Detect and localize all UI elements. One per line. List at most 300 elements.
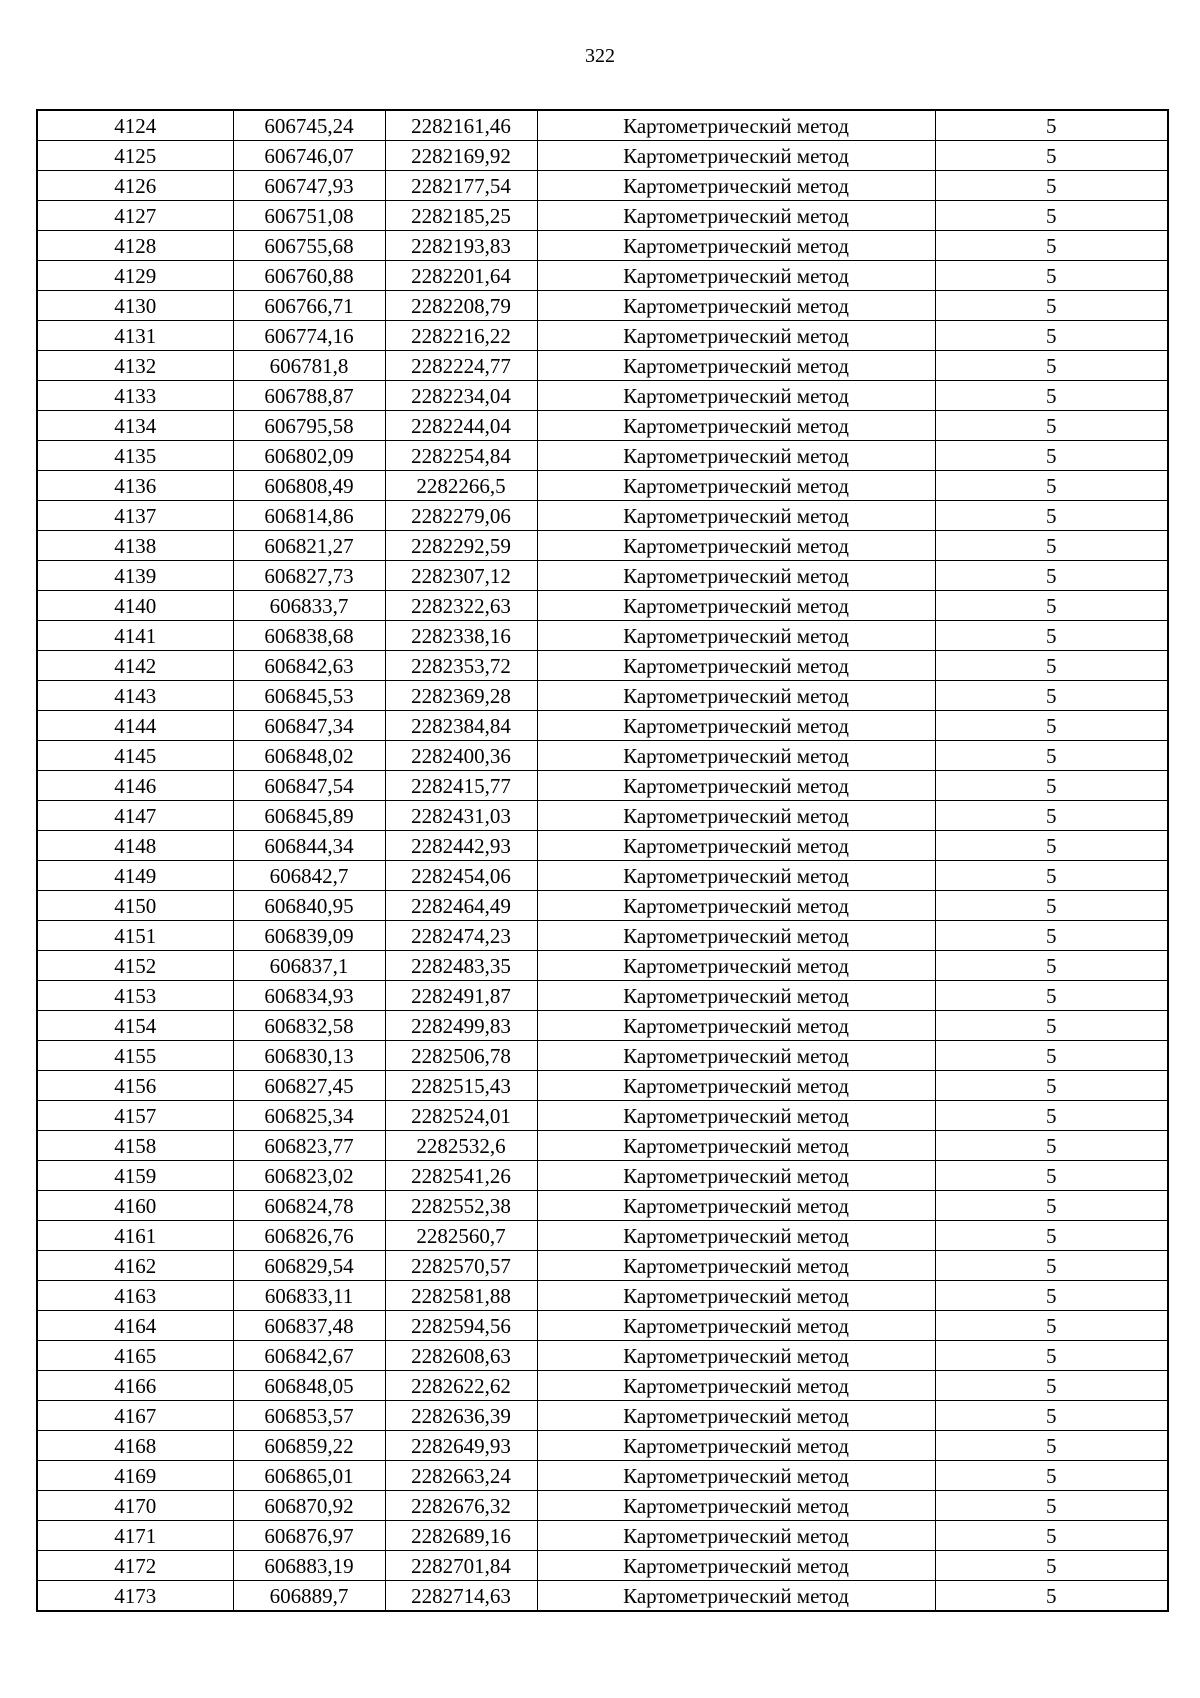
table-row [37,921,1168,951]
x-coordinate-cell: 606825,34 [233,1101,385,1131]
accuracy-cell: 5 [935,1101,1168,1131]
table-row [37,771,1168,801]
method-cell: Картометрический метод [537,801,935,831]
table-row [37,201,1168,231]
x-coordinate-cell: 606842,67 [233,1341,385,1371]
point-number-cell: 4147 [37,801,233,831]
point-number-cell: 4137 [37,501,233,531]
method-cell: Картометрический метод [537,531,935,561]
table-row [37,561,1168,591]
x-coordinate-cell: 606774,16 [233,321,385,351]
point-number-cell: 4167 [37,1401,233,1431]
point-number-cell: 4135 [37,441,233,471]
point-number-cell: 4139 [37,561,233,591]
y-coordinate-cell: 2282454,06 [385,861,537,891]
accuracy-cell: 5 [935,110,1168,141]
y-coordinate-cell: 2282234,04 [385,381,537,411]
x-coordinate-cell: 606838,68 [233,621,385,651]
method-cell: Картометрический метод [537,1461,935,1491]
accuracy-cell: 5 [935,1131,1168,1161]
table-row [37,1401,1168,1431]
point-number-cell: 4164 [37,1311,233,1341]
accuracy-cell: 5 [935,711,1168,741]
x-coordinate-cell: 606827,45 [233,1071,385,1101]
accuracy-cell: 5 [935,171,1168,201]
method-cell: Картометрический метод [537,141,935,171]
y-coordinate-cell: 2282636,39 [385,1401,537,1431]
point-number-cell: 4151 [37,921,233,951]
y-coordinate-cell: 2282541,26 [385,1161,537,1191]
point-number-cell: 4165 [37,1341,233,1371]
point-number-cell: 4152 [37,951,233,981]
table-row [37,471,1168,501]
y-coordinate-cell: 2282338,16 [385,621,537,651]
accuracy-cell: 5 [935,1401,1168,1431]
x-coordinate-cell: 606837,48 [233,1311,385,1341]
accuracy-cell: 5 [935,561,1168,591]
table-row [37,441,1168,471]
y-coordinate-cell: 2282689,16 [385,1521,537,1551]
x-coordinate-cell: 606840,95 [233,891,385,921]
accuracy-cell: 5 [935,1551,1168,1581]
method-cell: Картометрический метод [537,681,935,711]
method-cell: Картометрический метод [537,1191,935,1221]
accuracy-cell: 5 [935,621,1168,651]
method-cell: Картометрический метод [537,1431,935,1461]
x-coordinate-cell: 606830,13 [233,1041,385,1071]
accuracy-cell: 5 [935,231,1168,261]
method-cell: Картометрический метод [537,1281,935,1311]
table-row [37,1431,1168,1461]
y-coordinate-cell: 2282506,78 [385,1041,537,1071]
x-coordinate-cell: 606844,34 [233,831,385,861]
accuracy-cell: 5 [935,201,1168,231]
x-coordinate-cell: 606827,73 [233,561,385,591]
point-number-cell: 4134 [37,411,233,441]
accuracy-cell: 5 [935,441,1168,471]
accuracy-cell: 5 [935,651,1168,681]
point-number-cell: 4143 [37,681,233,711]
accuracy-cell: 5 [935,1491,1168,1521]
method-cell: Картометрический метод [537,501,935,531]
accuracy-cell: 5 [935,141,1168,171]
table-row [37,1581,1168,1612]
y-coordinate-cell: 2282581,88 [385,1281,537,1311]
accuracy-cell: 5 [935,1221,1168,1251]
y-coordinate-cell: 2282322,63 [385,591,537,621]
table-row [37,831,1168,861]
accuracy-cell: 5 [935,1311,1168,1341]
method-cell: Картометрический метод [537,1311,935,1341]
point-number-cell: 4127 [37,201,233,231]
y-coordinate-cell: 2282499,83 [385,1011,537,1041]
x-coordinate-cell: 606847,34 [233,711,385,741]
accuracy-cell: 5 [935,771,1168,801]
accuracy-cell: 5 [935,291,1168,321]
method-cell: Картометрический метод [537,171,935,201]
x-coordinate-cell: 606870,92 [233,1491,385,1521]
accuracy-cell: 5 [935,1431,1168,1461]
y-coordinate-cell: 2282483,35 [385,951,537,981]
method-cell: Картометрический метод [537,831,935,861]
y-coordinate-cell: 2282524,01 [385,1101,537,1131]
y-coordinate-cell: 2282464,49 [385,891,537,921]
table-row [37,291,1168,321]
y-coordinate-cell: 2282254,84 [385,441,537,471]
table-row [37,1131,1168,1161]
x-coordinate-cell: 606795,58 [233,411,385,441]
table-row [37,801,1168,831]
table-row [37,1101,1168,1131]
y-coordinate-cell: 2282701,84 [385,1551,537,1581]
x-coordinate-cell: 606876,97 [233,1521,385,1551]
accuracy-cell: 5 [935,891,1168,921]
method-cell: Картометрический метод [537,891,935,921]
table-row [37,1251,1168,1281]
point-number-cell: 4124 [37,110,233,141]
table-row [37,1221,1168,1251]
accuracy-cell: 5 [935,741,1168,771]
table-row [37,110,1168,141]
method-cell: Картометрический метод [537,1551,935,1581]
y-coordinate-cell: 2282622,62 [385,1371,537,1401]
x-coordinate-cell: 606832,58 [233,1011,385,1041]
accuracy-cell: 5 [935,801,1168,831]
accuracy-cell: 5 [935,1581,1168,1612]
method-cell: Картометрический метод [537,951,935,981]
point-number-cell: 4170 [37,1491,233,1521]
x-coordinate-cell: 606837,1 [233,951,385,981]
table-row [37,1161,1168,1191]
y-coordinate-cell: 2282292,59 [385,531,537,561]
point-number-cell: 4149 [37,861,233,891]
accuracy-cell: 5 [935,861,1168,891]
point-number-cell: 4128 [37,231,233,261]
accuracy-cell: 5 [935,411,1168,441]
method-cell: Картометрический метод [537,351,935,381]
x-coordinate-cell: 606833,11 [233,1281,385,1311]
table-row [37,891,1168,921]
coordinates-table-body [37,110,1168,1611]
table-row [37,591,1168,621]
table-row [37,1371,1168,1401]
y-coordinate-cell: 2282161,46 [385,110,537,141]
x-coordinate-cell: 606883,19 [233,1551,385,1581]
accuracy-cell: 5 [935,1041,1168,1071]
x-coordinate-cell: 606802,09 [233,441,385,471]
method-cell: Картометрический метод [537,231,935,261]
x-coordinate-cell: 606845,53 [233,681,385,711]
method-cell: Картометрический метод [537,411,935,441]
x-coordinate-cell: 606755,68 [233,231,385,261]
x-coordinate-cell: 606859,22 [233,1431,385,1461]
method-cell: Картометрический метод [537,981,935,1011]
method-cell: Картометрический метод [537,921,935,951]
coordinates-table [36,109,1169,1612]
y-coordinate-cell: 2282442,93 [385,831,537,861]
x-coordinate-cell: 606833,7 [233,591,385,621]
method-cell: Картометрический метод [537,861,935,891]
accuracy-cell: 5 [935,381,1168,411]
x-coordinate-cell: 606829,54 [233,1251,385,1281]
y-coordinate-cell: 2282515,43 [385,1071,537,1101]
table-row [37,1341,1168,1371]
point-number-cell: 4157 [37,1101,233,1131]
accuracy-cell: 5 [935,531,1168,561]
x-coordinate-cell: 606824,78 [233,1191,385,1221]
point-number-cell: 4153 [37,981,233,1011]
point-number-cell: 4145 [37,741,233,771]
method-cell: Картометрический метод [537,1011,935,1041]
point-number-cell: 4168 [37,1431,233,1461]
table-row [37,1311,1168,1341]
point-number-cell: 4159 [37,1161,233,1191]
point-number-cell: 4155 [37,1041,233,1071]
table-row [37,261,1168,291]
x-coordinate-cell: 606823,02 [233,1161,385,1191]
x-coordinate-cell: 606853,57 [233,1401,385,1431]
method-cell: Картометрический метод [537,1101,935,1131]
method-cell: Картометрический метод [537,561,935,591]
method-cell: Картометрический метод [537,1071,935,1101]
accuracy-cell: 5 [935,321,1168,351]
table-row [37,1521,1168,1551]
x-coordinate-cell: 606842,63 [233,651,385,681]
table-row [37,861,1168,891]
method-cell: Картометрический метод [537,381,935,411]
accuracy-cell: 5 [935,501,1168,531]
point-number-cell: 4154 [37,1011,233,1041]
x-coordinate-cell: 606814,86 [233,501,385,531]
method-cell: Картометрический метод [537,621,935,651]
y-coordinate-cell: 2282369,28 [385,681,537,711]
x-coordinate-cell: 606823,77 [233,1131,385,1161]
point-number-cell: 4138 [37,531,233,561]
accuracy-cell: 5 [935,351,1168,381]
method-cell: Картометрический метод [537,201,935,231]
accuracy-cell: 5 [935,1341,1168,1371]
point-number-cell: 4169 [37,1461,233,1491]
x-coordinate-cell: 606746,07 [233,141,385,171]
x-coordinate-cell: 606760,88 [233,261,385,291]
x-coordinate-cell: 606747,93 [233,171,385,201]
x-coordinate-cell: 606847,54 [233,771,385,801]
x-coordinate-cell: 606848,05 [233,1371,385,1401]
point-number-cell: 4141 [37,621,233,651]
y-coordinate-cell: 2282532,6 [385,1131,537,1161]
x-coordinate-cell: 606834,93 [233,981,385,1011]
method-cell: Картометрический метод [537,1041,935,1071]
x-coordinate-cell: 606751,08 [233,201,385,231]
accuracy-cell: 5 [935,591,1168,621]
x-coordinate-cell: 606745,24 [233,110,385,141]
y-coordinate-cell: 2282177,54 [385,171,537,201]
method-cell: Картометрический метод [537,441,935,471]
accuracy-cell: 5 [935,1071,1168,1101]
point-number-cell: 4133 [37,381,233,411]
method-cell: Картометрический метод [537,1581,935,1612]
method-cell: Картометрический метод [537,110,935,141]
table-row [37,1281,1168,1311]
point-number-cell: 4172 [37,1551,233,1581]
method-cell: Картометрический метод [537,1131,935,1161]
y-coordinate-cell: 2282608,63 [385,1341,537,1371]
table-row [37,321,1168,351]
point-number-cell: 4166 [37,1371,233,1401]
accuracy-cell: 5 [935,1161,1168,1191]
y-coordinate-cell: 2282714,63 [385,1581,537,1612]
table-row [37,1491,1168,1521]
point-number-cell: 4162 [37,1251,233,1281]
point-number-cell: 4163 [37,1281,233,1311]
method-cell: Картометрический метод [537,1401,935,1431]
y-coordinate-cell: 2282169,92 [385,141,537,171]
table-row [37,1191,1168,1221]
y-coordinate-cell: 2282474,23 [385,921,537,951]
table-row [37,411,1168,441]
table-row [37,1071,1168,1101]
point-number-cell: 4130 [37,291,233,321]
table-row [37,141,1168,171]
table-row [37,621,1168,651]
x-coordinate-cell: 606826,76 [233,1221,385,1251]
x-coordinate-cell: 606839,09 [233,921,385,951]
point-number-cell: 4148 [37,831,233,861]
point-number-cell: 4140 [37,591,233,621]
table-row [37,741,1168,771]
accuracy-cell: 5 [935,1371,1168,1401]
point-number-cell: 4146 [37,771,233,801]
method-cell: Картометрический метод [537,291,935,321]
y-coordinate-cell: 2282193,83 [385,231,537,261]
y-coordinate-cell: 2282208,79 [385,291,537,321]
method-cell: Картометрический метод [537,1491,935,1521]
y-coordinate-cell: 2282594,56 [385,1311,537,1341]
y-coordinate-cell: 2282431,03 [385,801,537,831]
point-number-cell: 4160 [37,1191,233,1221]
x-coordinate-cell: 606848,02 [233,741,385,771]
point-number-cell: 4158 [37,1131,233,1161]
y-coordinate-cell: 2282266,5 [385,471,537,501]
y-coordinate-cell: 2282663,24 [385,1461,537,1491]
x-coordinate-cell: 606766,71 [233,291,385,321]
point-number-cell: 4142 [37,651,233,681]
method-cell: Картометрический метод [537,1341,935,1371]
y-coordinate-cell: 2282676,32 [385,1491,537,1521]
method-cell: Картометрический метод [537,711,935,741]
accuracy-cell: 5 [935,1251,1168,1281]
point-number-cell: 4126 [37,171,233,201]
point-number-cell: 4136 [37,471,233,501]
table-row [37,1551,1168,1581]
accuracy-cell: 5 [935,1521,1168,1551]
y-coordinate-cell: 2282244,04 [385,411,537,441]
accuracy-cell: 5 [935,831,1168,861]
y-coordinate-cell: 2282201,64 [385,261,537,291]
method-cell: Картометрический метод [537,771,935,801]
y-coordinate-cell: 2282570,57 [385,1251,537,1281]
table-row [37,981,1168,1011]
table-row [37,1461,1168,1491]
point-number-cell: 4173 [37,1581,233,1612]
method-cell: Картометрический метод [537,1521,935,1551]
x-coordinate-cell: 606842,7 [233,861,385,891]
table-row [37,951,1168,981]
method-cell: Картометрический метод [537,1221,935,1251]
point-number-cell: 4144 [37,711,233,741]
x-coordinate-cell: 606821,27 [233,531,385,561]
accuracy-cell: 5 [935,1011,1168,1041]
y-coordinate-cell: 2282560,7 [385,1221,537,1251]
accuracy-cell: 5 [935,981,1168,1011]
y-coordinate-cell: 2282384,84 [385,711,537,741]
x-coordinate-cell: 606808,49 [233,471,385,501]
method-cell: Картометрический метод [537,591,935,621]
point-number-cell: 4125 [37,141,233,171]
accuracy-cell: 5 [935,951,1168,981]
method-cell: Картометрический метод [537,321,935,351]
table-row [37,171,1168,201]
y-coordinate-cell: 2282552,38 [385,1191,537,1221]
x-coordinate-cell: 606788,87 [233,381,385,411]
x-coordinate-cell: 606889,7 [233,1581,385,1612]
method-cell: Картометрический метод [537,1371,935,1401]
point-number-cell: 4150 [37,891,233,921]
point-number-cell: 4156 [37,1071,233,1101]
accuracy-cell: 5 [935,921,1168,951]
table-row [37,531,1168,561]
accuracy-cell: 5 [935,1461,1168,1491]
y-coordinate-cell: 2282216,22 [385,321,537,351]
y-coordinate-cell: 2282491,87 [385,981,537,1011]
accuracy-cell: 5 [935,261,1168,291]
y-coordinate-cell: 2282279,06 [385,501,537,531]
table-row [37,351,1168,381]
method-cell: Картометрический метод [537,741,935,771]
method-cell: Картометрический метод [537,261,935,291]
point-number-cell: 4161 [37,1221,233,1251]
point-number-cell: 4131 [37,321,233,351]
accuracy-cell: 5 [935,1191,1168,1221]
accuracy-cell: 5 [935,471,1168,501]
point-number-cell: 4132 [37,351,233,381]
table-row [37,501,1168,531]
table-row [37,381,1168,411]
y-coordinate-cell: 2282353,72 [385,651,537,681]
accuracy-cell: 5 [935,1281,1168,1311]
method-cell: Картометрический метод [537,651,935,681]
table-row [37,1011,1168,1041]
table-row [37,681,1168,711]
table-row [37,1041,1168,1071]
point-number-cell: 4129 [37,261,233,291]
table-row [37,651,1168,681]
method-cell: Картометрический метод [537,1251,935,1281]
y-coordinate-cell: 2282415,77 [385,771,537,801]
y-coordinate-cell: 2282400,36 [385,741,537,771]
point-number-cell: 4171 [37,1521,233,1551]
y-coordinate-cell: 2282224,77 [385,351,537,381]
accuracy-cell: 5 [935,681,1168,711]
page-number: 322 [585,45,615,67]
x-coordinate-cell: 606865,01 [233,1461,385,1491]
table-row [37,231,1168,261]
x-coordinate-cell: 606845,89 [233,801,385,831]
y-coordinate-cell: 2282649,93 [385,1431,537,1461]
method-cell: Картометрический метод [537,1161,935,1191]
y-coordinate-cell: 2282185,25 [385,201,537,231]
y-coordinate-cell: 2282307,12 [385,561,537,591]
